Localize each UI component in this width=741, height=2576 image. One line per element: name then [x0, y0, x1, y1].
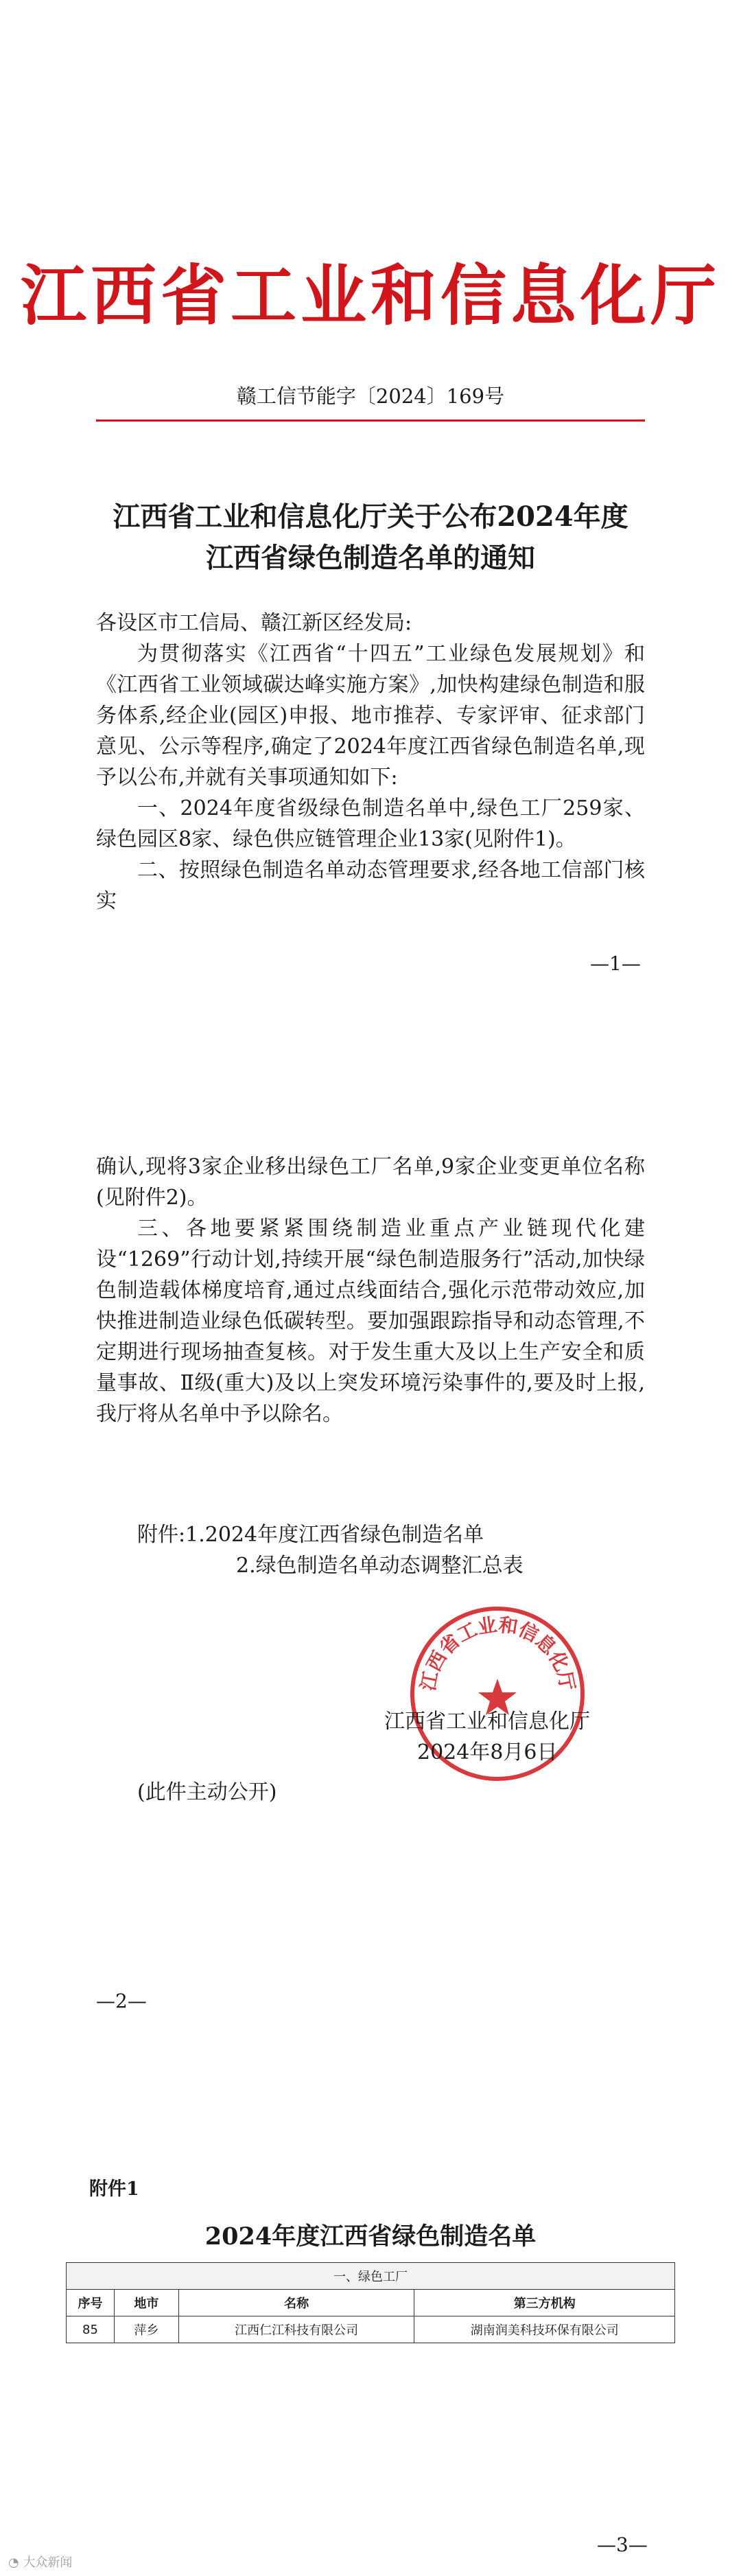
- red-divider-line: [96, 419, 645, 422]
- notice-title-line1: 江西省工业和信息化厅关于公布2024年度: [113, 501, 628, 533]
- annex-label: 附件1: [89, 2178, 139, 2200]
- notice-title-line2: 江西省绿色制造名单的通知: [206, 542, 535, 574]
- document-number: 赣工信节能字〔2024〕169号: [236, 384, 505, 408]
- salutation: 各设区市工信局、赣江新区经发局:: [96, 611, 412, 635]
- table-cell: 湖南润美科技环保有限公司: [414, 2316, 675, 2343]
- column-header: 第三方机构: [414, 2290, 675, 2316]
- watermark-logo-icon: ◔: [8, 2555, 23, 2570]
- column-header: 名称: [178, 2290, 414, 2316]
- paragraph-item-2-start: 二、按照绿色制造名单动态管理要求,经各地工信部门核实: [96, 858, 645, 913]
- signature-date: 2024年8月6日: [417, 1740, 558, 1764]
- issuing-authority-title: 江西省工业和信息化厅: [21, 257, 720, 334]
- table-header-row: [67, 2290, 675, 2316]
- page-number-2: —2—: [96, 1990, 147, 2012]
- green-manufacturing-table: [66, 2262, 675, 2343]
- table-section-row: [67, 2263, 675, 2290]
- disclosure-note: (此件主动公开): [137, 1780, 277, 1804]
- paragraph-item-1: 一、2024年度省级绿色制造名单中,绿色工厂259家、绿色园区8家、绿色供应链管理企业13家(见附件1)。: [96, 796, 645, 851]
- seal-text: 江西省工业和信息化厅: [416, 1613, 579, 1693]
- page-number-3: —3—: [597, 2533, 648, 2556]
- attachment-item-2: 2.绿色制造名单动态调整汇总表: [236, 1554, 524, 1578]
- table-cell: 萍乡: [114, 2316, 178, 2343]
- table-cell: 85: [67, 2316, 115, 2343]
- section-title: 一、绿色工厂: [67, 2263, 675, 2290]
- table-cell: 江西仁江科技有限公司: [178, 2316, 414, 2343]
- table-row: [67, 2316, 675, 2343]
- paragraph-item-2-continued: 确认,现将3家企业移出绿色工厂名单,9家企业变更单位名称(见附件2)。: [96, 1155, 645, 1210]
- watermark-text: 大众新闻: [23, 2555, 73, 2570]
- signature-organization: 江西省工业和信息化厅: [384, 1710, 590, 1734]
- column-header: 地市: [114, 2290, 178, 2316]
- attachment-item-1: 附件:1.2024年度江西省绿色制造名单: [137, 1523, 484, 1547]
- notice-title: [0, 496, 741, 579]
- paragraph-intro: 为贯彻落实《江西省“十四五”工业绿色发展规划》和《江西省工业领域碳达峰实施方案》,加快构建绿色制造和服务体系,经企业(园区)申报、地市推荐、专家评审、征求部门意见、公示等程序,确定了2024年度江西省绿色制造名单,现予以公布,并就有关事项通知如下:: [96, 642, 645, 790]
- column-header: 序号: [67, 2290, 115, 2316]
- paragraph-item-3: 三、各地要紧紧围绕制造业重点产业链现代化建设“1269”行动计划,持续开展“绿色制造服务行”活动,加快绿色制造载体梯度培育,通过点线面结合,强化示范带动效应,加快推进制造业绿色低碳转型。要加强跟踪指导和动态管理,不定期进行现场抽查复核。对于发生重大及以上生产安全和质量事故、Ⅱ级(重大)及以上突发环境污染事件的,要及时上报,我厅将从名单中予以除名。: [96, 1217, 645, 1426]
- watermark: [8, 2553, 72, 2571]
- page-number-1: —1—: [590, 952, 641, 975]
- annex-title: 2024年度江西省绿色制造名单: [204, 2222, 537, 2251]
